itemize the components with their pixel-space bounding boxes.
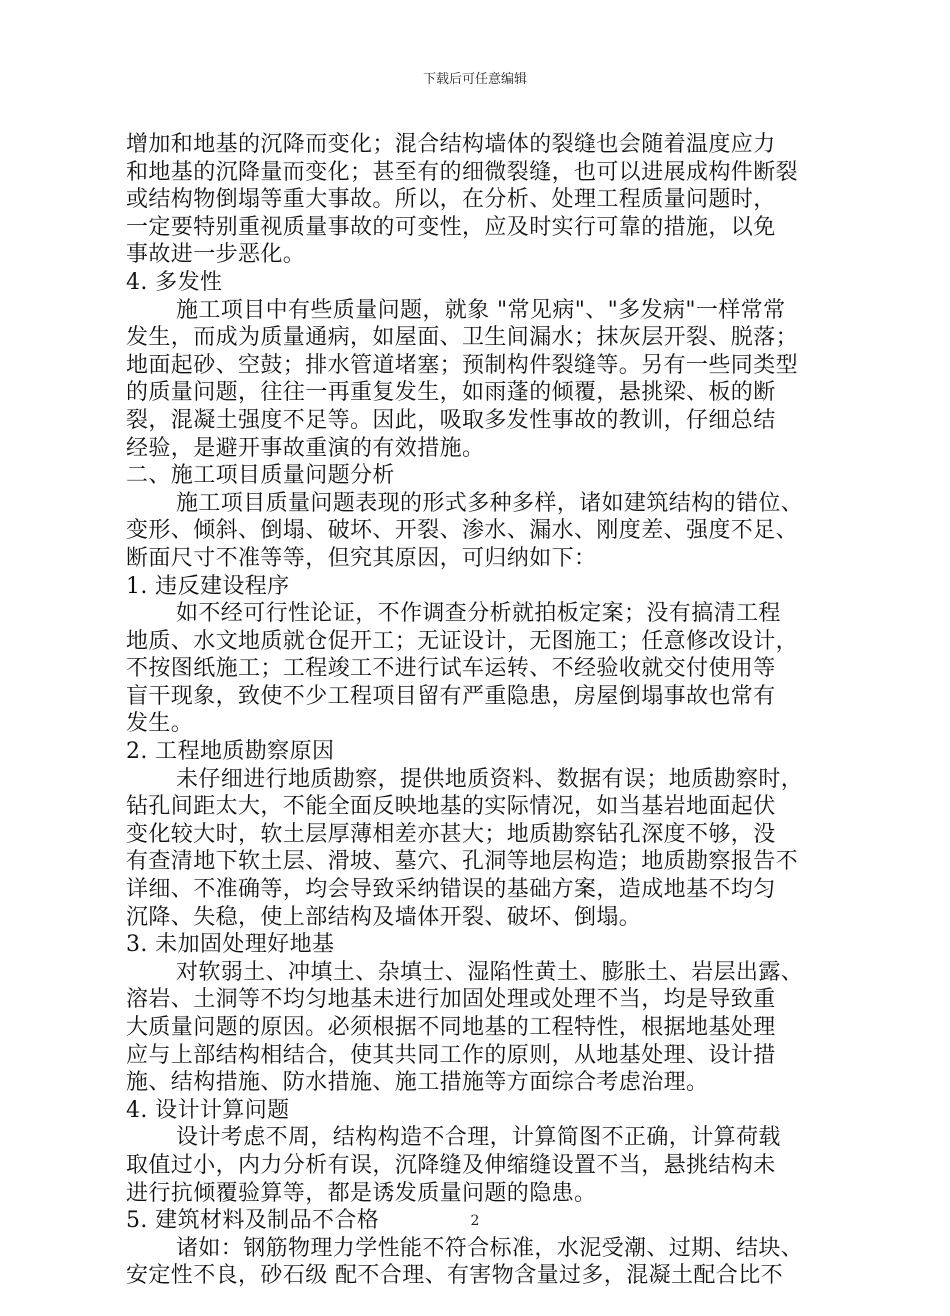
paragraph-first-line: 未仔细进行地质勘察，提供地质资料、数据有误；地质勘察时， xyxy=(176,766,804,792)
body-line: 详细、不准确等，均会导致采纳错误的基础方案，造成地基不均匀 xyxy=(126,877,776,903)
section-heading: 2. 工程地质勘察原因 xyxy=(126,739,335,765)
section-heading: 1. 违反建设程序 xyxy=(126,573,290,599)
paragraph-first-line: 如不经可行性论证，不作调查分析就拍板定案；没有搞清工程 xyxy=(176,601,781,627)
body-line: 有查清地下软土层、滑坡、墓穴、孔洞等地层构造；地质勘察报告不 xyxy=(126,849,799,875)
chapter-heading: 二、施工项目质量问题分析 xyxy=(126,463,395,489)
body-line: 或结构物倒塌等重大事故。所以，在分析、处理工程质量问题时， xyxy=(126,187,776,213)
body-line: 地质、水文地质就仓促开工；无证设计，无图施工；任意修改设计， xyxy=(126,628,799,654)
body-line: 变化较大时，软土层厚薄相差亦甚大；地质勘察钻孔深度不够，没 xyxy=(126,821,776,847)
paragraph-first-line: 对软弱土、冲填土、杂填士、湿陷性黄土、膨胀土、岩层出露、 xyxy=(176,959,804,985)
body-line: 施、结构措施、防水措施、施工措施等方面综合考虑治理。 xyxy=(126,1070,709,1096)
section-heading: 3. 未加固处理好地基 xyxy=(126,932,335,958)
body-line: 进行抗倾覆验算等，都是诱发质量问题的隐患。 xyxy=(126,1180,597,1206)
body-line: 事故进一步恶化。 xyxy=(126,242,306,268)
page-header: 下载后可任意编辑 xyxy=(422,72,527,87)
body-line: 一定要特别重视质量事故的可变性，应及时实行可靠的措施，以免 xyxy=(126,214,776,240)
paragraph-first-line: 诸如：钢筋物理力学性能不符合标准，水泥受潮、过期、结块、 xyxy=(176,1235,804,1261)
body-line: 安定性不良，砂石级 配不合理、有害物含量过多，混凝土配合比不 xyxy=(126,1263,783,1289)
body-line: 断面尺寸不准等等，但究其原因，可归纳如下： xyxy=(126,545,597,571)
paragraph-first-line: 施工项目质量问题表现的形式多种多样，诸如建筑结构的错位、 xyxy=(176,490,804,516)
body-line: 不按图纸施工；工程竣工不进行试车运转、不经验收就交付使用等 xyxy=(126,656,776,682)
body-line: 增加和地基的沉降而变化；混合结构墙体的裂缝也会随着温度应力 xyxy=(126,132,776,157)
body-line: 和地基的沉降量而变化；甚至有的细微裂缝，也可以进展成构件断裂 xyxy=(126,159,799,185)
body-line: 裂，混凝土强度不足等。因此，吸取多发性事故的教训，仔细总结 xyxy=(126,407,776,433)
body-line: 应与上部结构相结合，使其共同工作的原则，从地基处理、设计措 xyxy=(126,1042,776,1068)
body-line: 发生。 xyxy=(126,711,194,737)
page-number: 2 xyxy=(470,1213,480,1229)
body-line: 的质量问题，往往一再重复发生，如雨蓬的倾覆，悬挑梁、板的断 xyxy=(126,380,776,406)
body-line: 变形、倾斜、倒塌、破坏、开裂、渗水、漏水、刚度差、强度不足、 xyxy=(126,518,799,544)
body-line: 取值过小，内力分析有误，沉降缝及伸缩缝设置不当，悬挑结构未 xyxy=(126,1152,776,1178)
body-line: 盲干现象，致使不少工程项目留有严重隐患，房屋倒塌事故也常有 xyxy=(126,683,776,709)
body-line: 溶岩、土洞等不均匀地基未进行加固处理或处理不当，均是导致重 xyxy=(126,987,776,1013)
section-heading: 4. 多发性 xyxy=(126,269,223,295)
body-line: 钻孔间距太大，不能全面反映地基的实际情况，如当基岩地面起伏 xyxy=(126,794,776,820)
document-body xyxy=(126,131,842,1290)
body-line: 大质量问题的原因。必须根据不同地基的工程特性，根据地基处理 xyxy=(126,1015,776,1040)
paragraph-first-line: 设计考虑不周，结构构造不合理，计算简图不正确，计算荷载 xyxy=(176,1125,781,1151)
body-line: 地面起砂、空鼓；排水管道堵塞；预制构件裂缝等。另有一些同类型 xyxy=(126,352,799,378)
body-line: 经验，是避开事故重演的有效措施。 xyxy=(126,435,485,461)
section-heading: 5. 建筑材料及制品不合格 xyxy=(126,1208,380,1234)
paragraph-first-line: 施工项目中有些质量问题，就象 "常见病"、"多发病"一样常常 xyxy=(176,297,786,323)
body-line: 沉降、失稳，使上部结构及墙体开裂、破坏、倒塌。 xyxy=(126,904,642,930)
body-line: 发生，而成为质量通病，如屋面、卫生间漏水；抹灰层开裂、脱落； xyxy=(126,325,799,351)
section-heading: 4. 设计计算问题 xyxy=(126,1097,290,1123)
